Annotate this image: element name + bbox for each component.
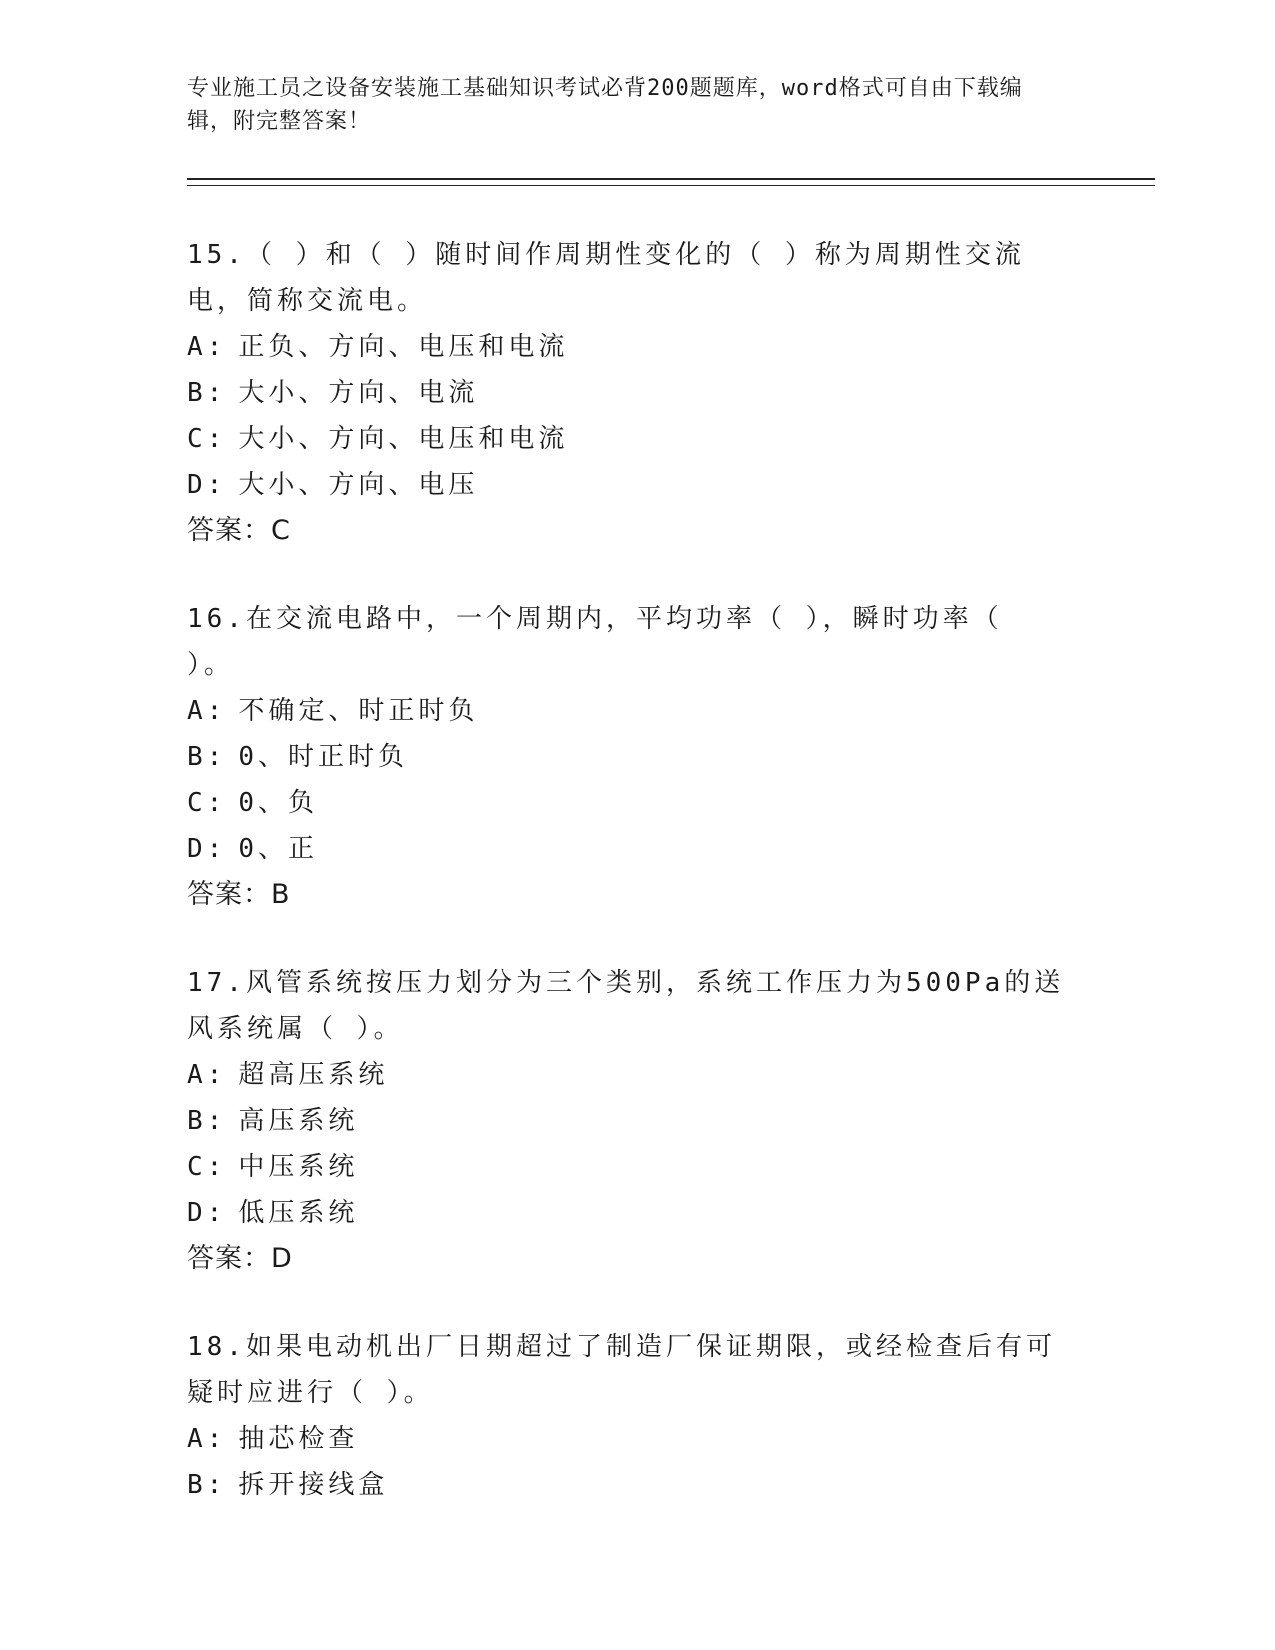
option-a (187, 688, 1067, 734)
option-text: 拆开接线盒 (238, 1470, 389, 1500)
option-text: 大小、方向、电压 (238, 470, 479, 500)
option-text: 大小、方向、电流 (238, 378, 479, 408)
option-d (187, 462, 1067, 508)
option-text: 抽芯检查 (238, 1424, 359, 1454)
option-text: 中压系统 (238, 1152, 359, 1182)
option-text: 大小、方向、电压和电流 (238, 424, 569, 454)
option-letter: D: (187, 470, 227, 500)
option-letter: B: (187, 742, 227, 772)
option-letter: B: (187, 1106, 227, 1136)
option-letter: D: (187, 834, 227, 864)
option-letter: B: (187, 1470, 227, 1500)
option-letter: C: (187, 1152, 227, 1182)
option-text: 0、负 (238, 788, 318, 818)
option-letter: A: (187, 696, 227, 726)
option-text: 0、时正时负 (238, 742, 408, 772)
question-stem: 16.在交流电路中，一个周期内，平均功率（ ），瞬时功率（ ）。 (187, 604, 1003, 680)
question-list (187, 232, 1067, 1550)
document-header: 专业施工员之设备安装施工基础知识考试必背200题题库，word格式可自由下载编辑，附完整答案！ (187, 76, 1023, 134)
option-b (187, 734, 1067, 780)
option-text: 正负、方向、电压和电流 (238, 332, 569, 362)
option-letter: A: (187, 1424, 227, 1454)
option-letter: B: (187, 378, 227, 408)
option-a (187, 1416, 1067, 1462)
option-letter: A: (187, 332, 227, 362)
option-text: 超高压系统 (238, 1060, 389, 1090)
option-b (187, 1098, 1067, 1144)
question-17 (187, 960, 1067, 1282)
option-c (187, 1144, 1067, 1190)
question-15 (187, 232, 1067, 554)
option-letter: C: (187, 424, 227, 454)
answer-line: 答案：D (187, 1243, 293, 1274)
option-text: 低压系统 (238, 1198, 359, 1228)
option-a (187, 1052, 1067, 1098)
option-b (187, 370, 1067, 416)
question-18 (187, 1324, 1067, 1508)
header-divider (187, 178, 1155, 186)
option-b (187, 1462, 1067, 1508)
question-stem: 17.风管系统按压力划分为三个类别，系统工作压力为500Pa的送风系统属（ ）。 (187, 968, 1065, 1044)
option-text: 0、正 (238, 834, 318, 864)
option-c (187, 780, 1067, 826)
answer-line: 答案：C (187, 515, 291, 546)
option-d (187, 826, 1067, 872)
option-letter: D: (187, 1198, 227, 1228)
question-16 (187, 596, 1067, 918)
option-a (187, 324, 1067, 370)
question-stem: 15.（ ）和（ ）随时间作周期性变化的（ ）称为周期性交流电，简称交流电。 (187, 240, 1025, 316)
question-stem: 18.如果电动机出厂日期超过了制造厂保证期限，或经检查后有可疑时应进行（ ）。 (187, 1332, 1056, 1408)
option-text: 高压系统 (238, 1106, 359, 1136)
option-c (187, 416, 1067, 462)
option-d (187, 1190, 1067, 1236)
option-text: 不确定、时正时负 (238, 696, 479, 726)
answer-line: 答案：B (187, 879, 291, 910)
option-letter: C: (187, 788, 227, 818)
option-letter: A: (187, 1060, 227, 1090)
